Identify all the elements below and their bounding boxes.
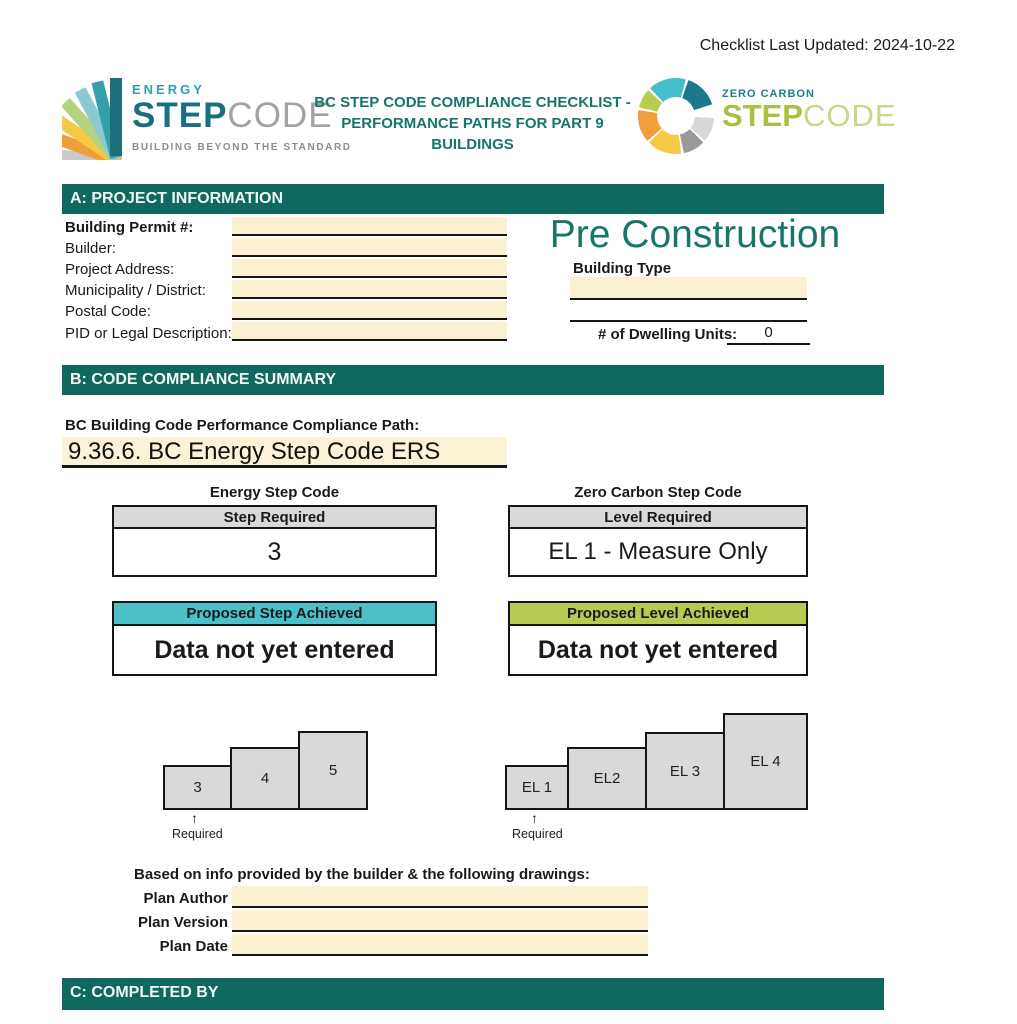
section-b-header: B: CODE COMPLIANCE SUMMARY (62, 365, 884, 395)
zero-required-arrow-icon: ↑ (531, 810, 538, 826)
plan-date-label: Plan Date (159, 938, 228, 955)
zero-logo-kicker: ZERO CARBON (722, 88, 815, 100)
proposed-step-header: Proposed Step Achieved (114, 603, 435, 626)
plan-author-label: Plan Author (143, 890, 228, 907)
building-type-input[interactable] (570, 277, 807, 300)
level-required-header: Level Required (510, 507, 806, 529)
proposed-step-value: Data not yet entered (154, 636, 395, 664)
dwelling-units-input[interactable]: 0 (727, 324, 810, 345)
municipality-input[interactable] (232, 280, 507, 299)
energy-logo-kicker: ENERGY (132, 82, 205, 97)
zero-logo-step: STEP (722, 98, 803, 133)
zero-ladder-el4: EL 4 (723, 713, 808, 810)
step-required-value: 3 (267, 538, 282, 566)
energy-fan-icon (62, 72, 126, 165)
zero-carbon-step-code-logo (638, 78, 897, 154)
drawings-heading: Based on info provided by the builder & the following drawings: (134, 866, 590, 883)
dwelling-units-label: # of Dwelling Units: (598, 326, 738, 343)
compliance-path-label: BC Building Code Performance Compliance Path: (65, 417, 420, 434)
zero-required-label: Required (512, 827, 563, 841)
proposed-level-header: Proposed Level Achieved (510, 603, 806, 626)
plan-version-label: Plan Version (137, 914, 228, 931)
document-title: BC STEP CODE COMPLIANCE CHECKLIST - PERFORMANCE PATHS FOR PART 9 BUILDINGS (314, 94, 631, 153)
pid-label: PID or Legal Description: (65, 325, 232, 342)
energy-required-arrow-icon: ↑ (191, 810, 198, 826)
builder-label: Builder: (65, 240, 116, 257)
level-required-table (508, 505, 808, 577)
level-required-value: EL 1 - Measure Only (548, 538, 768, 565)
building-permit-input[interactable] (232, 217, 507, 236)
plan-date-input[interactable] (232, 934, 648, 956)
zero-ladder-el1: EL 1 (505, 765, 569, 810)
section-a-header: A: PROJECT INFORMATION (62, 184, 884, 214)
zero-ladder-el3: EL 3 (645, 732, 725, 810)
postal-code-input[interactable] (232, 301, 507, 320)
proposed-level-value: Data not yet entered (537, 636, 779, 664)
proposed-step-table (112, 601, 437, 676)
last-updated-text: Checklist Last Updated: 2024-10-22 (699, 37, 955, 54)
energy-ladder-step-4: 4 (230, 747, 300, 810)
project-address-input[interactable] (232, 259, 507, 278)
energy-ladder-step-5: 5 (298, 731, 368, 810)
zero-carbon-step-code-title: Zero Carbon Step Code (574, 484, 742, 501)
proposed-level-table (508, 601, 808, 676)
building-type-label: Building Type (573, 260, 672, 277)
zero-logo-code: CODE (802, 98, 897, 133)
energy-step-code-title: Energy Step Code (209, 484, 340, 501)
energy-logo-tagline: BUILDING BEYOND THE STANDARD (132, 142, 352, 153)
zero-ladder-el2: EL2 (567, 747, 647, 810)
project-address-label: Project Address: (65, 261, 175, 278)
step-required-header: Step Required (114, 507, 435, 529)
section-c-header: C: COMPLETED BY (62, 978, 884, 1010)
compliance-path-input[interactable]: 9.36.6. BC Energy Step Code ERS (62, 437, 507, 468)
pid-input[interactable] (232, 322, 507, 341)
builder-input[interactable] (232, 238, 507, 257)
energy-required-table (112, 505, 437, 577)
energy-logo-code: CODE (227, 96, 333, 135)
plan-version-input[interactable] (232, 910, 648, 932)
stage-title: Pre Construction (549, 213, 841, 256)
postal-code-label: Postal Code: (65, 303, 151, 320)
energy-ladder-step-3: 3 (163, 765, 232, 810)
plan-author-input[interactable] (232, 886, 648, 908)
energy-required-label: Required (172, 827, 223, 841)
building-permit-label: Building Permit #: (65, 219, 194, 236)
energy-logo-step: STEP (132, 96, 228, 135)
municipality-label: Municipality / District: (65, 282, 206, 299)
zero-carbon-ring-icon (638, 78, 714, 154)
dwelling-divider (570, 320, 807, 322)
